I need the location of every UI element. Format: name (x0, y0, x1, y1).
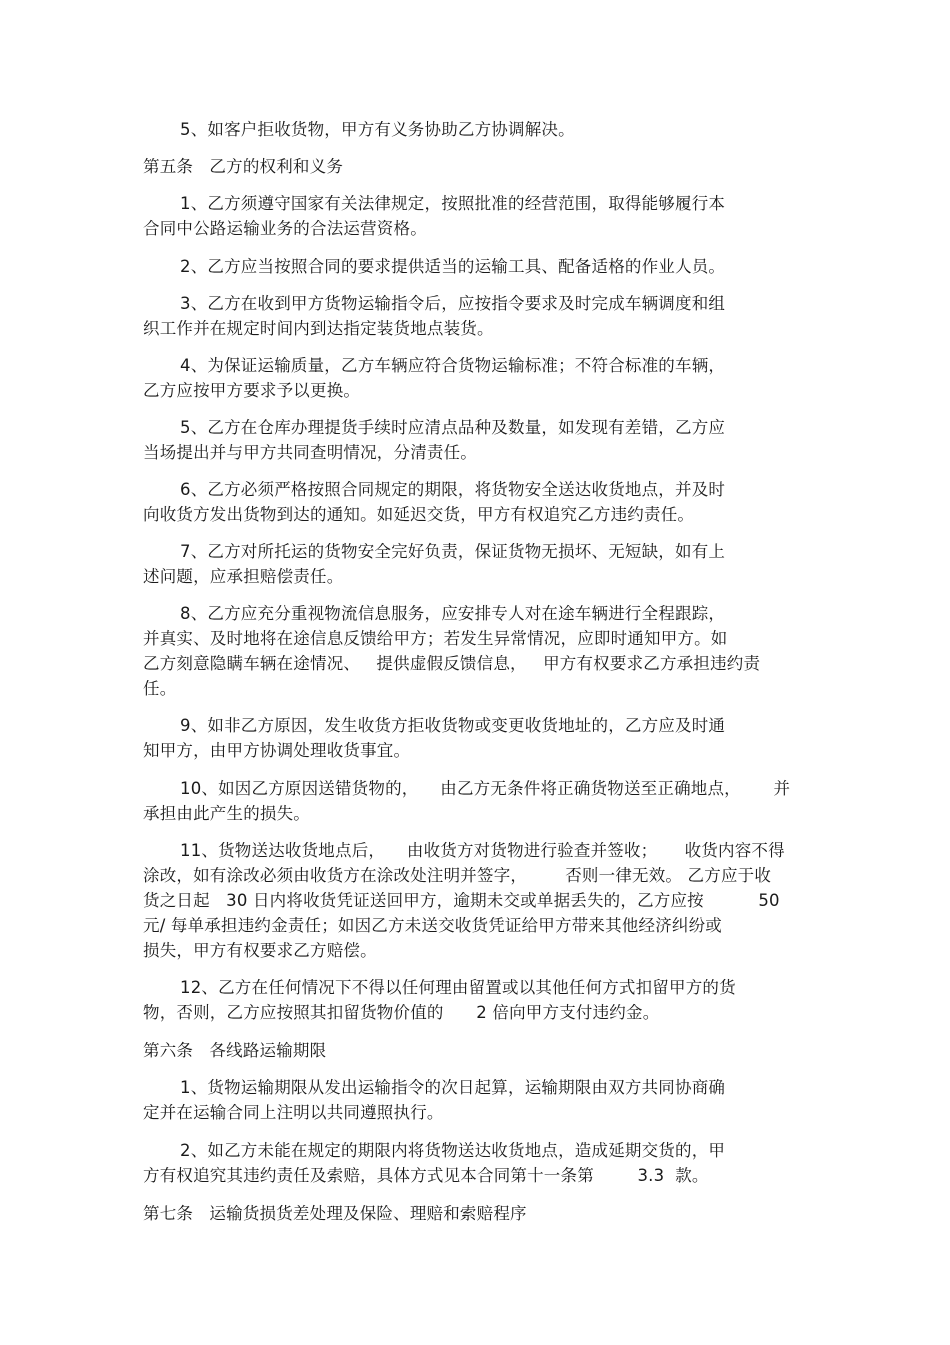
section-heading: 第六条 各线路运输期限 (143, 1041, 327, 1060)
text-line: 2、乙方应当按照合同的要求提供适当的运输工具、配备适格的作业人员。 (180, 257, 726, 276)
text-line: 向收货方发出货物到达的通知。如延迟交货，甲方有权追究乙方违约责任。 (143, 505, 695, 524)
text-line: 并真实、及时地将在途信息反馈给甲方；若发生异常情况，应即时通知甲方。如 (143, 629, 728, 648)
text-line: 3、乙方在收到甲方货物运输指令后，应按指令要求及时完成车辆调度和组 (180, 294, 726, 313)
text-line: 承担由此产生的损失。 (143, 804, 310, 823)
text-line: 货之日起 30 日内将收货凭证送回甲方，逾期未交或单据丢失的，乙方应按 50 (143, 891, 780, 910)
text-line: 乙方刻意隐瞒车辆在途情况、 提供虚假反馈信息， 甲方有权要求乙方承担违约责 (143, 654, 761, 673)
text-line: 8、乙方应充分重视物流信息服务，应安排专人对在途车辆进行全程跟踪， (180, 604, 726, 623)
text-line: 1、乙方须遵守国家有关法律规定，按照批准的经营范围，取得能够履行本 (180, 194, 726, 213)
text-line: 知甲方，由甲方协调处理收货事宜。 (143, 741, 411, 760)
text-line: 当场提出并与甲方共同查明情况，分清责任。 (143, 443, 477, 462)
text-line: 4、为保证运输质量，乙方车辆应符合货物运输标准；不符合标准的车辆， (180, 356, 726, 375)
text-line: 6、乙方必须严格按照合同规定的期限，将货物安全送达收货地点，并及时 (180, 480, 726, 499)
text-line: 物，否则，乙方应按照其扣留货物价值的 2 倍向甲方支付违约金。 (143, 1003, 660, 1022)
text-line: 11、货物送达收货地点后， 由收货方对货物进行验查并签收； 收货内容不得 (180, 841, 785, 860)
text-line: 2、如乙方未能在规定的期限内将货物送达收货地点，造成延期交货的，甲 (180, 1141, 726, 1160)
text-line: 乙方应按甲方要求予以更换。 (143, 381, 361, 400)
text-line: 述问题，应承担赔偿责任。 (143, 567, 344, 586)
text-line: 元/ 每单承担违约金责任；如因乙方未送交收货凭证给甲方带来其他经济纠纷或 (143, 916, 723, 935)
text-line: 方有权追究其违约责任及索赔，具体方式见本合同第十一条第 3.3 款。 (143, 1166, 709, 1185)
text-line: 定并在运输合同上注明以共同遵照执行。 (143, 1103, 444, 1122)
text-line: 合同中公路运输业务的合法运营资格。 (143, 219, 427, 238)
text-line: 织工作并在规定时间内到达指定装货地点装货。 (143, 319, 494, 338)
section-heading: 第七条 运输货损货差处理及保险、理赔和索赔程序 (143, 1204, 527, 1223)
text-line: 9、如非乙方原因，发生收货方拒收货物或变更收货地址的，乙方应及时通 (180, 716, 726, 735)
text-line: 12、乙方在任何情况下不得以任何理由留置或以其他任何方式扣留甲方的货 (180, 978, 736, 997)
text-line: 10、如因乙方原因送错货物的， 由乙方无条件将正确货物送至正确地点， 并 (180, 779, 791, 798)
text-line: 5、如客户拒收货物，甲方有义务协助乙方协调解决。 (180, 120, 575, 139)
text-line: 损失，甲方有权要求乙方赔偿。 (143, 941, 377, 960)
text-line: 涂改，如有涂改必须由收货方在涂改处注明并签字， 否则一律无效。 乙方应于收 (143, 866, 772, 885)
text-line: 任。 (143, 679, 177, 698)
text-line: 7、乙方对所托运的货物安全完好负责，保证货物无损坏、无短缺，如有上 (180, 542, 726, 561)
section-heading: 第五条 乙方的权利和义务 (143, 157, 344, 176)
text-line: 5、乙方在仓库办理提货手续时应清点品种及数量，如发现有差错，乙方应 (180, 418, 726, 437)
text-line: 1、货物运输期限从发出运输指令的次日起算，运输期限由双方共同协商确 (180, 1078, 726, 1097)
